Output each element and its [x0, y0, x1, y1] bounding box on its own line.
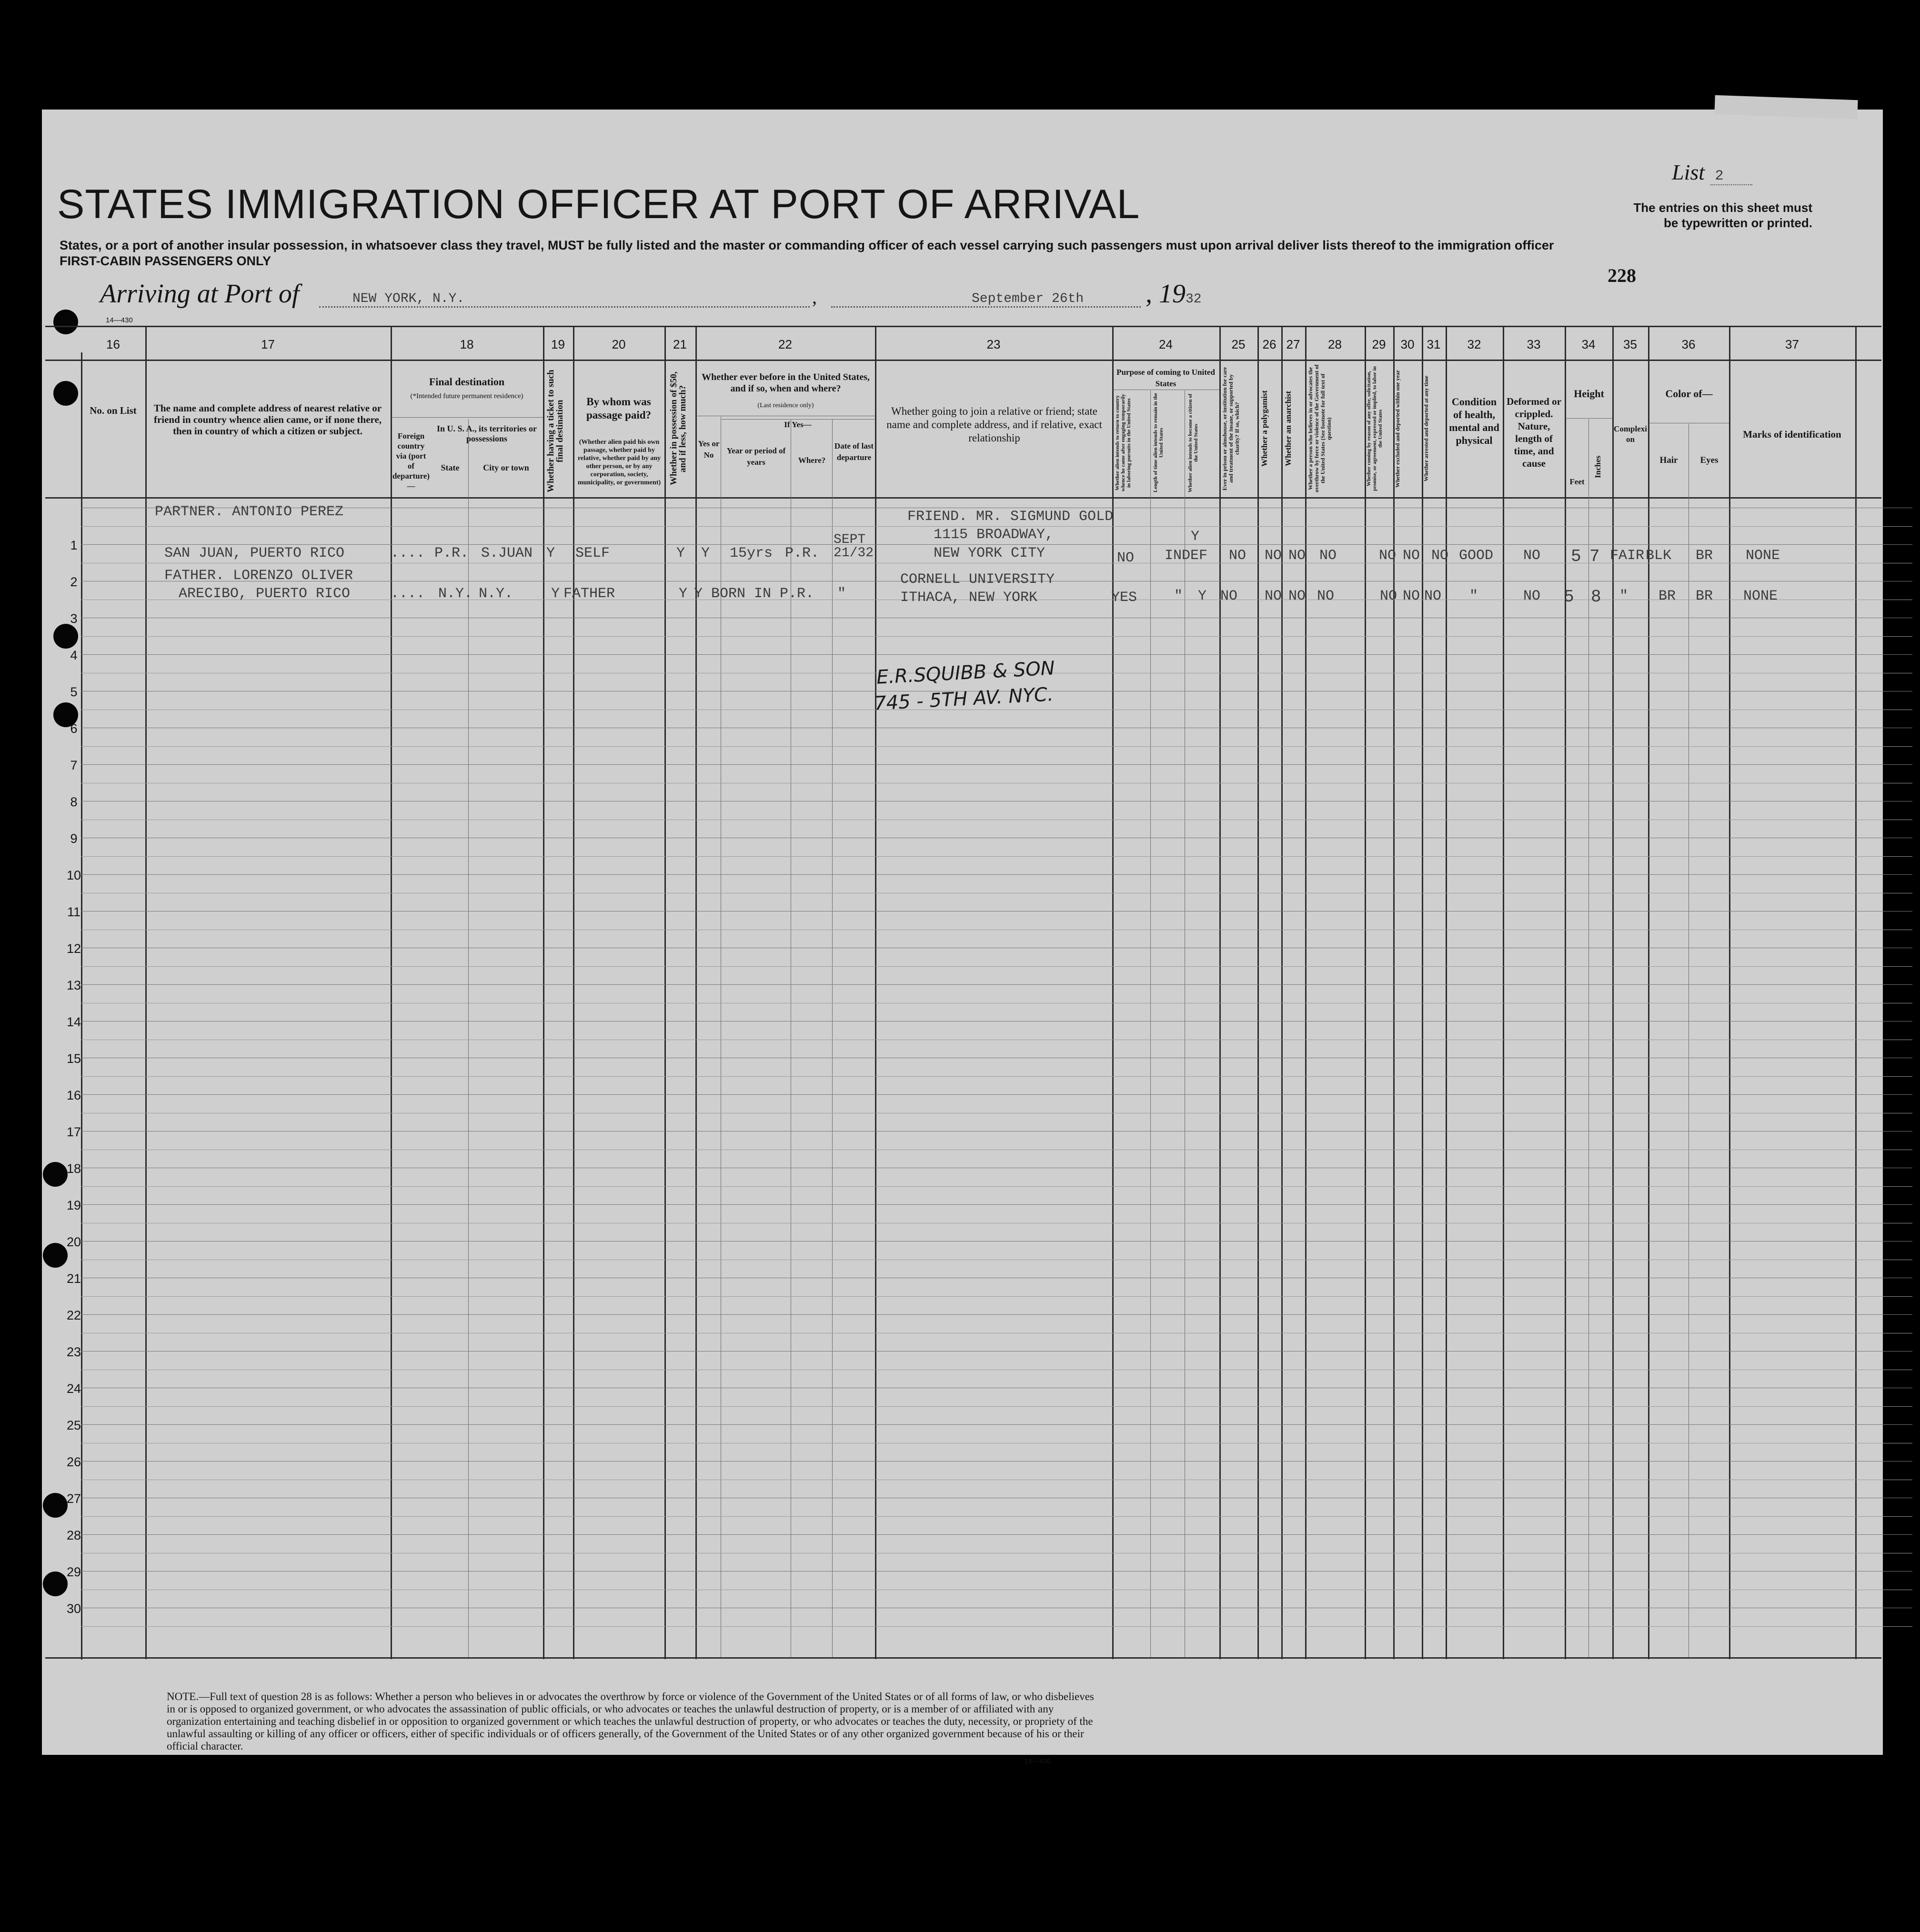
entry-where: P.R. — [785, 545, 820, 561]
entry-health: " — [1469, 588, 1478, 604]
entry-eyes: BR — [1696, 588, 1713, 604]
entry-join: ITHACA, NEW YORK — [900, 590, 1038, 606]
col-number: 27 — [1286, 337, 1300, 351]
entry-excluded: NO — [1403, 548, 1420, 564]
year-suffix: 32 — [1186, 292, 1202, 307]
hdr-deformed: Deformed or crippled. Nature, length of time, and cause — [1507, 396, 1561, 469]
col-number: 32 — [1467, 337, 1481, 351]
hdr-height: Height — [1574, 388, 1604, 400]
hdr-excluded: Whether excluded and deported within one year — [1394, 370, 1401, 488]
port-line — [319, 306, 810, 308]
handwritten-note-line1: E.R.SQUIBB & SON — [876, 657, 1055, 689]
hdr-feet: Feet — [1569, 477, 1585, 486]
row-number: 21 — [66, 1271, 81, 1286]
row-rule — [81, 1626, 1912, 1627]
col-number: 28 — [1328, 337, 1342, 351]
hdr-inches: Inches — [1593, 455, 1602, 478]
entry-before: Y — [694, 586, 703, 602]
entry-marks: NONE — [1743, 588, 1778, 604]
entry-years: 15yrs — [730, 545, 773, 561]
subcol-sep — [832, 419, 833, 1657]
hdr-passage-paid: By whom was passage paid? — [586, 396, 652, 421]
row-number: 8 — [70, 795, 78, 809]
entry-join: 1115 BROADWAY, — [934, 527, 1054, 543]
row-number: 30 — [66, 1602, 81, 1616]
entry-health: GOOD — [1459, 548, 1494, 564]
hdr-date-departure: Date of last departure — [834, 441, 874, 462]
hdr-city: City or town — [483, 463, 529, 472]
col-number: 33 — [1527, 337, 1541, 351]
entry-relative: ARECIBO, PUERTO RICO — [179, 586, 351, 602]
subhdr-rule — [392, 417, 543, 418]
list-number: 2 — [1710, 168, 1752, 185]
hdr-hair: Hair — [1659, 455, 1678, 465]
row-number: 19 — [66, 1198, 81, 1212]
port-value: NEW YORK, N.Y. — [352, 291, 465, 306]
entry-city: S.JUAN — [481, 545, 533, 561]
col-number: 30 — [1400, 337, 1415, 351]
row-rule — [81, 1406, 1912, 1407]
entry-arrested: NO — [1424, 588, 1442, 604]
hdr-where: Where? — [798, 456, 826, 465]
hdr-if-yes: If Yes— — [784, 420, 812, 429]
hdr-eyes: Eyes — [1700, 455, 1719, 465]
date-line — [831, 306, 1141, 308]
hdr-passage-paid-note: (Whether alien paid his own passage, whether paid by relative, whether paid by any other person, or by any corporation, society, municipality, or government) — [577, 439, 661, 486]
entry-overthrow: NO — [1317, 588, 1335, 604]
form-title: STATES IMMIGRATION OFFICER AT PORT OF ARRIVAL — [57, 181, 1140, 227]
entry-anarchist: NO — [1288, 588, 1306, 604]
entry-complexion: FAIR — [1610, 548, 1645, 564]
row-rule — [81, 1204, 1912, 1205]
entry-arrested: NO — [1431, 548, 1449, 564]
entry-hair: BLK — [1646, 548, 1672, 564]
col-number: 29 — [1372, 337, 1386, 351]
row-rule — [81, 544, 1912, 545]
row-rule — [81, 1076, 1912, 1077]
hdr-offer: Whether coming by reason of any offer, solicitation, promise, or agreement, expressed or implied, to labor in the United States — [1366, 366, 1383, 491]
entry-relative: FATHER. LORENZO OLIVER — [164, 568, 353, 584]
entry-inches: 7 — [1589, 547, 1600, 566]
row-number: 28 — [66, 1528, 81, 1542]
entry-state: N.Y. — [438, 586, 473, 602]
col-number: 22 — [778, 337, 792, 351]
entry-feet: 5 — [1571, 547, 1581, 566]
entry-foreign: .... — [391, 586, 425, 602]
footnote: NOTE.—Full text of question 28 is as follows: Whether a person who believes in or advocates the overthrow by force or violence of the Government of the United States or of all forms of law, or who disbelieves in or is opposed to organized government, or who advocates the assassination of public officials, or who advocates or teaches the unlawful destruction of property, or is a member of or affiliated with any organization entertaining and teaching disbelief in or opposition to organized government or which teaches the unlawful destruction of property, or who advocates or teaches the duty, necessity, or propriety of the unlawful assaulting or killing of any officer or officers, either of specific individuals or of officers generally, of the Government of the United States or of any other organized government because of his or their official character. — [167, 1691, 1094, 1752]
col-number: 31 — [1427, 337, 1441, 351]
handwritten-note-line2: 745 - 5TH AV. NYC. — [874, 683, 1054, 715]
row-rule — [81, 1571, 1912, 1572]
row-number: 27 — [66, 1492, 81, 1506]
entry-join: NEW YORK CITY — [934, 545, 1045, 561]
date-value: September 26th — [972, 291, 1084, 306]
entry-join: CORNELL UNIVERSITY — [900, 571, 1055, 588]
entry-polygamist: NO — [1265, 548, 1282, 564]
col-number: 24 — [1159, 337, 1173, 351]
row-number: 10 — [66, 868, 81, 882]
row-rule — [81, 1461, 1912, 1462]
hdr-join: Whether going to join a relative or friend; state name and complete address, and if relative, exact relationship — [886, 405, 1102, 444]
entry-offer: NO — [1379, 548, 1397, 564]
hdr-anarchist: Whether an anarchist — [1284, 390, 1293, 467]
row-rule — [81, 1314, 1912, 1315]
row-number: 15 — [66, 1051, 81, 1066]
subhdr-rule — [1566, 418, 1612, 419]
entry-inches: 8 — [1591, 587, 1601, 607]
hdr-ticket: Whether having a ticket to such final destination — [546, 370, 565, 492]
row-number: 24 — [66, 1381, 81, 1396]
subcol-sep — [1588, 419, 1589, 1657]
row-rule — [81, 1516, 1912, 1517]
row-rule — [81, 1534, 1912, 1535]
entry-deformed: NO — [1523, 588, 1541, 604]
col-number: 26 — [1262, 337, 1277, 351]
row-number: 20 — [66, 1235, 81, 1249]
hdr-purpose-return: Whether alien intends to return to country whence he came after engaging temporarily in laboring pursuits in the United States — [1115, 394, 1132, 492]
col-number: 16 — [106, 337, 120, 351]
entry-before: Y — [701, 545, 710, 561]
row-rule — [81, 764, 1912, 765]
hdr-color: Color of— — [1665, 388, 1713, 400]
row-number: 23 — [66, 1345, 81, 1359]
entry-prison: NO — [1229, 548, 1246, 564]
rule — [45, 497, 1881, 499]
col-number: 35 — [1623, 337, 1637, 351]
entry-foreign: .... — [391, 545, 425, 561]
row-number: 29 — [66, 1565, 81, 1579]
hdr-relative: The name and complete address of nearest relative or friend in country whence alien came, or if none there, then in country of which a citizen or subject. — [153, 402, 382, 437]
hdr-year: Year or period of years — [726, 446, 786, 467]
entry-money: Y — [676, 545, 685, 561]
row-number: 14 — [66, 1015, 81, 1029]
col-number: 17 — [261, 337, 275, 351]
entry-paid: FATHER — [563, 586, 615, 602]
entry-prison: NO — [1220, 588, 1238, 604]
row-rule — [81, 1424, 1912, 1425]
row-rule — [81, 746, 1912, 747]
hdr-marks: Marks of identification — [1743, 429, 1841, 440]
hdr-final-destination: Final destination — [429, 376, 505, 388]
entry-paid: SELF — [575, 545, 610, 561]
entry-ticket: Y — [546, 545, 555, 561]
entry-overthrow: NO — [1319, 548, 1337, 564]
entry-state: P.R. — [434, 545, 469, 561]
row-rule — [81, 966, 1912, 967]
entry-offer: NO — [1380, 588, 1397, 604]
hdr-state: State — [441, 463, 460, 472]
row-number: 4 — [70, 648, 78, 662]
entry-marks: NONE — [1746, 548, 1780, 564]
row-number: 3 — [70, 611, 78, 626]
sheet-note: The entries on this sheet must be typewritten or printed. — [1633, 200, 1812, 230]
hdr-fifty-dollars: Whether in possession of $50, and if less, how much? — [669, 371, 688, 486]
entry-money: Y — [679, 586, 688, 602]
entry-years: BORN IN P.R. — [711, 586, 814, 602]
col-number: 34 — [1581, 337, 1596, 351]
entry-hair: BR — [1659, 588, 1676, 604]
list-label — [1672, 160, 1752, 185]
year-prefix: , 1932 — [1146, 279, 1202, 309]
row-rule — [81, 856, 1912, 857]
hdr-purpose: Purpose of coming to United States — [1116, 368, 1215, 388]
entry-polygamist: NO — [1265, 588, 1282, 604]
entry-return: YES — [1111, 590, 1137, 606]
row-number: 6 — [70, 721, 78, 736]
hdr-arrested: Whether arrested and deported at any time — [1423, 375, 1429, 482]
entry-city: N.Y. — [479, 586, 513, 602]
row-rule — [81, 654, 1912, 655]
col-number: 19 — [551, 337, 565, 351]
col-number: 21 — [673, 337, 687, 351]
comma: , — [812, 286, 817, 308]
footer-code: 14—430 — [1024, 1757, 1051, 1765]
row-number: 16 — [66, 1088, 81, 1102]
row-rule — [81, 1296, 1912, 1297]
hdr-purpose-length: Length of time alien intends to remain in the United States — [1153, 393, 1164, 493]
row-rule — [81, 984, 1912, 985]
row-number: 7 — [70, 758, 78, 772]
row-number: 17 — [66, 1125, 81, 1139]
hdr-polygamist: Whether a polygamist — [1260, 390, 1269, 467]
row-number: 26 — [66, 1455, 81, 1469]
entry-join: FRIEND. MR. SIGMUND GOLD — [907, 509, 1114, 525]
col-number: 25 — [1231, 337, 1246, 351]
col-number: 37 — [1785, 337, 1799, 351]
entry-relative: PARTNER. ANTONIO PEREZ — [155, 504, 344, 520]
row-number: 5 — [70, 685, 78, 699]
col-number: 18 — [460, 337, 474, 351]
rule — [45, 360, 1881, 361]
entry-date: " — [837, 586, 846, 602]
entry-eyes: BR — [1696, 548, 1713, 564]
hdr-final-destination-note: (*Intended future permanent residence) — [410, 392, 523, 400]
entry-date: SEPT 21/32 — [834, 532, 874, 561]
hdr-purpose-citizen: Whether alien intends to become a citizen of the United States — [1187, 393, 1199, 492]
hdr-health: Condition of health, mental and physical — [1449, 396, 1499, 446]
row-number: 12 — [66, 941, 81, 956]
row-rule — [81, 636, 1912, 637]
entry-length: " — [1174, 588, 1183, 604]
row-number: 25 — [66, 1418, 81, 1432]
subcol-sep — [468, 419, 469, 1657]
hdr-ever-before: Whether ever before in the United States, and if so, when and where? — [702, 372, 870, 394]
col-number: 36 — [1681, 337, 1696, 351]
row-rule — [81, 874, 1912, 875]
page-number: 228 — [1608, 265, 1636, 286]
row-number: 1 — [70, 538, 78, 552]
form-code: 14—430 — [106, 316, 133, 324]
row-number: 9 — [70, 831, 78, 846]
hdr-overthrow: Whether a person who believes in or advocates the overthrow by force or violence of the Government of the United States (See footnote for full text of question) — [1307, 364, 1332, 493]
entry-relative: SAN JUAN, PUERTO RICO — [164, 545, 345, 561]
col-number: 23 — [986, 337, 1001, 351]
rule — [45, 326, 1881, 327]
subcol-sep — [1150, 390, 1151, 1657]
hdr-in-usa: In U. S. A., its territories or possessions — [437, 424, 537, 443]
entry-length: INDEF — [1165, 548, 1208, 564]
list-label-text: List — [1672, 160, 1705, 184]
entry-citizen: Y — [1191, 529, 1200, 545]
hdr-complexion: Complexion — [1614, 424, 1647, 444]
row-rule — [81, 1186, 1912, 1187]
hdr-yes-no: Yes or No — [698, 439, 720, 460]
entry-citizen: Y — [1198, 588, 1207, 604]
hdr-ever-before-note: (Last residence only) — [757, 402, 814, 409]
row-rule — [81, 1094, 1912, 1095]
row-number: 18 — [66, 1161, 81, 1176]
arriving-label: Arriving at Port of — [100, 279, 300, 309]
entry-return: NO — [1117, 550, 1135, 566]
entry-feet: 5 — [1564, 587, 1574, 607]
hdr-no-on-list: No. on List — [90, 405, 137, 416]
row-number: 2 — [70, 575, 78, 589]
row-number: 22 — [66, 1308, 81, 1322]
row-number: 13 — [66, 978, 81, 992]
entry-anarchist: NO — [1288, 548, 1306, 564]
hdr-prison: Ever in prison or almshouse, or institution for care and treatment of the insane, or supported by charity? If so, which? — [1221, 367, 1240, 491]
rule — [45, 1657, 1881, 1659]
entry-ticket: Y — [551, 586, 560, 602]
entry-deformed: NO — [1523, 548, 1541, 564]
class-line: FIRST-CABIN PASSENGERS ONLY — [60, 254, 271, 268]
col-number: 20 — [612, 337, 626, 351]
entry-excluded: NO — [1403, 588, 1420, 604]
row-number: 11 — [67, 905, 81, 919]
entry-complexion: " — [1619, 588, 1628, 604]
form-subtitle: States, or a port of another insular possession, in whatsoever class they travel, MUST be fully listed and the master or commanding officer of each vessel carrying such passengers must upon arrival deliver lists thereof to the immigration officer — [60, 238, 1554, 252]
hdr-foreign-country: Foreign country via (port of departure)— — [392, 431, 430, 491]
year-prefix-text: 19 — [1159, 279, 1186, 309]
